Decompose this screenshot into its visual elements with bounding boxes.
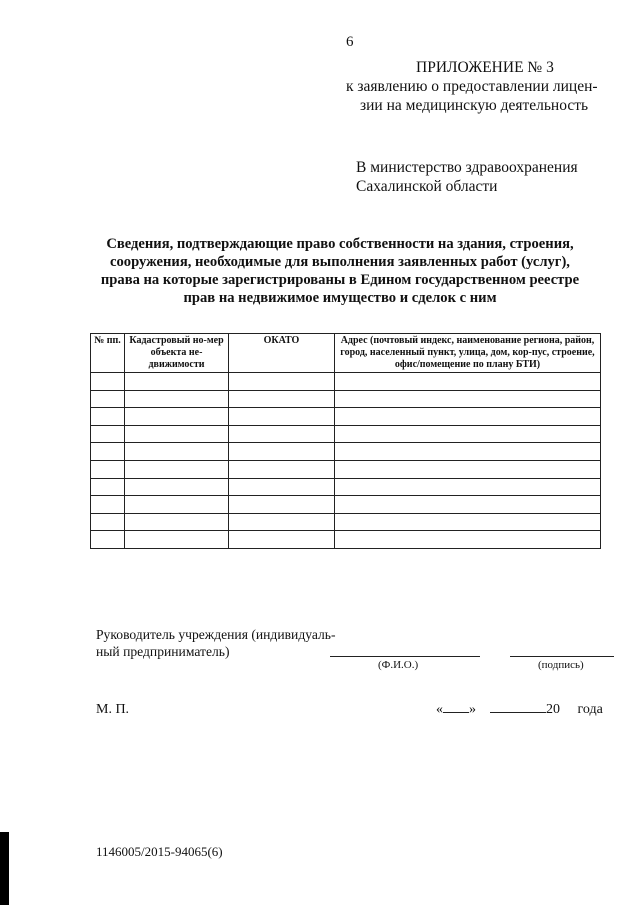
date-year-prefix: 20 bbox=[546, 702, 560, 717]
table-row bbox=[91, 408, 601, 426]
table-cell[interactable] bbox=[125, 443, 229, 461]
date-day-field[interactable] bbox=[443, 712, 469, 713]
document-number: 1146005/2015-94065(6) bbox=[96, 844, 223, 859]
table-row bbox=[91, 513, 601, 531]
table-cell[interactable] bbox=[335, 460, 601, 478]
table-cell[interactable] bbox=[125, 478, 229, 496]
signature-input-line[interactable] bbox=[510, 656, 614, 657]
table-cell[interactable] bbox=[229, 513, 335, 531]
header-cadastral-number: Кадастровый но-мер объекта не-движимости bbox=[125, 334, 229, 373]
table-cell[interactable] bbox=[229, 460, 335, 478]
table-row bbox=[91, 373, 601, 391]
date-close-quote: » bbox=[469, 702, 476, 717]
signature-caption: (подпись) bbox=[538, 659, 584, 671]
stamp-label: М. П. bbox=[96, 702, 130, 717]
recipient-block bbox=[356, 158, 578, 196]
table-row bbox=[91, 478, 601, 496]
table-cell[interactable] bbox=[229, 425, 335, 443]
document-title-line-3: права на которые зарегистрированы в Едином государственном реестре bbox=[100, 272, 580, 288]
table-cell[interactable] bbox=[229, 443, 335, 461]
table-cell[interactable] bbox=[335, 373, 601, 391]
table-cell[interactable] bbox=[91, 408, 125, 426]
table-row bbox=[91, 425, 601, 443]
header-number: № пп. bbox=[91, 334, 125, 373]
table-cell[interactable] bbox=[91, 531, 125, 549]
table-cell[interactable] bbox=[125, 408, 229, 426]
table-row bbox=[91, 390, 601, 408]
page-number: 6 bbox=[346, 34, 354, 50]
document-title-line-4: прав на недвижимое имущество и сделок с ним bbox=[183, 290, 497, 306]
document-title bbox=[80, 235, 600, 307]
table-cell[interactable] bbox=[335, 496, 601, 514]
signature-label-line-1: Руководитель учреждения (индивидуаль- bbox=[96, 627, 336, 642]
table-cell[interactable] bbox=[335, 425, 601, 443]
table-cell[interactable] bbox=[125, 496, 229, 514]
table-row bbox=[91, 531, 601, 549]
signature-label bbox=[96, 626, 336, 660]
table-cell[interactable] bbox=[335, 513, 601, 531]
table-cell[interactable] bbox=[229, 408, 335, 426]
table-cell[interactable] bbox=[125, 390, 229, 408]
recipient-line-2: Сахалинской области bbox=[356, 178, 498, 195]
table-cell[interactable] bbox=[229, 478, 335, 496]
table-cell[interactable] bbox=[91, 478, 125, 496]
table-cell[interactable] bbox=[91, 513, 125, 531]
date-block bbox=[436, 702, 603, 718]
fio-input-line[interactable] bbox=[330, 656, 480, 657]
table-cell[interactable] bbox=[125, 373, 229, 391]
table-cell[interactable] bbox=[91, 425, 125, 443]
table-cell[interactable] bbox=[229, 531, 335, 549]
table-cell[interactable] bbox=[335, 390, 601, 408]
header-address: Адрес (почтовый индекс, наименование региона, район, город, населенный пункт, улица, дом, кор-пус, строение, офис/помещение по плану БТИ) bbox=[335, 334, 601, 373]
table-cell[interactable] bbox=[335, 443, 601, 461]
appendix-header bbox=[346, 58, 598, 115]
table-cell[interactable] bbox=[229, 496, 335, 514]
table-row bbox=[91, 496, 601, 514]
table-cell[interactable] bbox=[91, 496, 125, 514]
document-title-line-2: сооружения, необходимые для выполнения заявленных работ (услуг), bbox=[110, 254, 570, 270]
date-open-quote: « bbox=[436, 702, 443, 717]
header-okato: ОКАТО bbox=[229, 334, 335, 373]
table-cell[interactable] bbox=[125, 531, 229, 549]
appendix-title: ПРИЛОЖЕНИЕ № 3 bbox=[416, 59, 554, 76]
appendix-line-1: к заявлению о предоставлении лицен- bbox=[346, 78, 598, 95]
date-month-field[interactable] bbox=[490, 712, 546, 713]
table-cell[interactable] bbox=[335, 408, 601, 426]
document-title-line-1: Сведения, подтверждающие право собственности на здания, строения, bbox=[106, 236, 574, 252]
property-table bbox=[90, 333, 601, 549]
table-cell[interactable] bbox=[335, 531, 601, 549]
table-cell[interactable] bbox=[335, 478, 601, 496]
signature-label-line-2: ный предприниматель) bbox=[96, 644, 230, 659]
recipient-line-1: В министерство здравоохранения bbox=[356, 159, 578, 176]
table-cell[interactable] bbox=[229, 373, 335, 391]
table-cell[interactable] bbox=[91, 390, 125, 408]
table-cell[interactable] bbox=[125, 513, 229, 531]
table-row bbox=[91, 443, 601, 461]
table-header-row bbox=[91, 334, 601, 373]
table-cell[interactable] bbox=[125, 425, 229, 443]
appendix-line-2: зии на медицинскую деятельность bbox=[360, 97, 589, 114]
table-row bbox=[91, 460, 601, 478]
table-cell[interactable] bbox=[229, 390, 335, 408]
scan-margin-bar bbox=[0, 832, 9, 905]
table-cell[interactable] bbox=[125, 460, 229, 478]
table-cell[interactable] bbox=[91, 443, 125, 461]
fio-caption: (Ф.И.О.) bbox=[378, 659, 419, 671]
date-year-suffix: года bbox=[577, 702, 603, 717]
table-cell[interactable] bbox=[91, 460, 125, 478]
table-body bbox=[91, 373, 601, 549]
table-cell[interactable] bbox=[91, 373, 125, 391]
